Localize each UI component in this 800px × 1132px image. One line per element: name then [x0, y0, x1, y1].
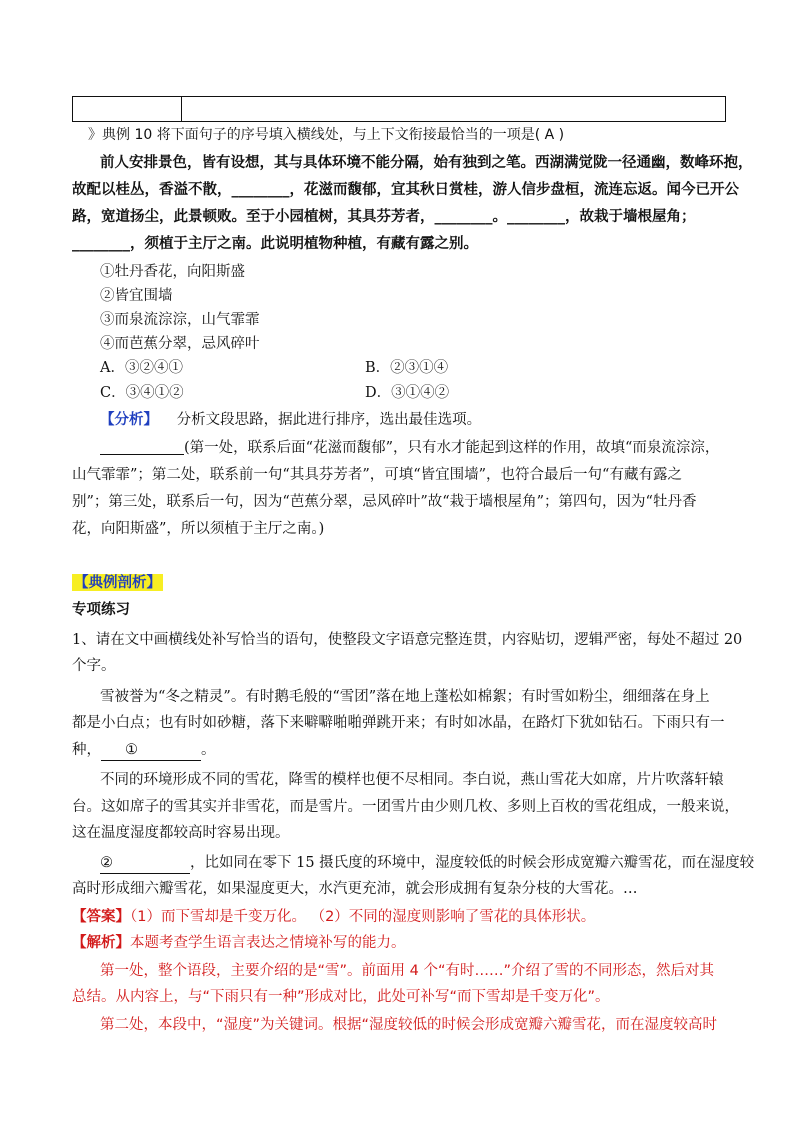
q1-para3-line-1 [100, 853, 754, 874]
q1-para2-line-2: 台。这如席子的雪其实并非雪花，而是雪片。一团雪片由少则几枚、多则上百枚的雪花组成，一般来说， [72, 799, 739, 815]
q1-para3-text-1: ，比如同在零下 15 摄氏度的环境中，湿度较低的时候会形成宽瓣六瓣雪花，而在湿度较 [190, 855, 755, 871]
q1-para1-line-2: 都是小白点；也有时如砂糖，落下来噼噼啪啪弹跳开来；有时如冰晶，在路灯下犹如钻石。下雨只有一 [72, 715, 725, 731]
q1-para1-line-1: 雪被誉为“冬之精灵”。有时鹅毛般的“雪团”落在地上蓬松如棉絮；有时雪如粉尘，细细落在身上 [100, 689, 710, 705]
table-row [72, 96, 726, 122]
section-heading [72, 573, 163, 593]
q1-prompt-line-1: 1、请在文中画横线处补写恰当的语句，使整段文字语意完整连贯，内容贴切，逻辑严密，每处不超过 20 [72, 632, 743, 648]
analysis-row [100, 410, 481, 430]
jiexi-p1-line-2: 总结。从内容上，与“下雨只有一种”形成对比，此处可补写“而下雪却是千变万化”。 [72, 989, 610, 1005]
q1-blank-1: ① [101, 740, 201, 761]
q1-prompt-line-2: 个字。 [72, 658, 116, 674]
item-2: ②皆宜围墙 [100, 288, 173, 304]
q1-para2-line-1: 不同的环境形成不同的雪花，降雪的模样也便不尽相同。李白说，燕山雪花大如席，片片吹落轩辕 [100, 772, 724, 788]
passage-line-2: 故配以桂丛，香溢不散，________，花滋而馥郁，宜其秋日赏桂，游人信步盘桓，流连忘返。闻今已开公 [72, 181, 739, 198]
explanation-blank [100, 438, 184, 455]
section-heading-text: 【典例剖析】 [74, 574, 161, 591]
q1-para2-line-3: 这在温度湿度都较高时容易出现。 [72, 825, 290, 841]
item-4: ④而芭蕉分翠，忌风碎叶 [100, 336, 260, 352]
q1-para1-line-3 [72, 740, 216, 761]
passage-line-3: 路，宽道扬尘，此景顿败。至于小园植树，其具芬芳者，________。________，故栽于墙根屋角； [72, 208, 696, 225]
explanation-line-1 [100, 438, 719, 458]
example-question: 》典例 10 将下面句子的序号填入横线处，与上下文衔接最恰当的一项是( A ) [88, 127, 565, 143]
passage-line-1: 前人安排景色，皆有设想，其与具体环境不能分隔，始有独到之笔。西湖满觉陇一径通幽，数峰环抱， [100, 154, 753, 171]
q1-para1-text-3: 种， [72, 742, 101, 758]
q1-para1-end: 。 [201, 742, 216, 758]
jiexi-row [72, 933, 406, 953]
analysis-text: 分析文段思路，据此进行排序，选出最佳选项。 [176, 412, 482, 428]
option-c: C．③④①② [100, 385, 184, 401]
item-3: ③而泉流淙淙，山气霏霏 [100, 312, 260, 328]
answer-row [72, 907, 595, 927]
analysis-label: 【分析】 [100, 411, 158, 428]
q1-blank-2: ② [100, 853, 190, 874]
answer-text: （1）而下雪却是千变万化。 （2）不同的湿度则影响了雪花的具体形状。 [130, 909, 596, 925]
table-column-divider [181, 97, 182, 121]
jiexi-p2-line-1: 第二处，本段中，“湿度”为关键词。根据“湿度较低的时候会形成宽瓣六瓣雪花，而在湿度较高时 [100, 1017, 718, 1033]
jiexi-text: 本题考查学生语言表达之情境补写的能力。 [130, 935, 406, 951]
jiexi-p1-line-1: 第一处，整个语段，主要介绍的是“雪”。前面用 4 个“有时……”介绍了雪的不同形态，然后对其 [100, 963, 714, 979]
option-a: A．③②④① [100, 360, 183, 376]
explanation-line-3: 别”；第三处，联系后一句，因为“芭蕉分翠，忌风碎叶”故“栽于墙根屋角”；第四句，因为“牡丹香 [72, 494, 697, 510]
item-1: ①牡丹香花，向阳斯盛 [100, 264, 245, 280]
explanation-line-2: 山气霏霏”；第二处，联系前一句“其具芬芳者”，可填“皆宜围墙”，也符合最后一句“有藏有露之 [72, 467, 682, 483]
passage-line-4: ________，须植于主厅之南。此说明植物种植，有藏有露之别。 [72, 235, 478, 252]
option-d: D．③①④② [365, 385, 450, 401]
explanation-text-1: (第一处，联系后面“花滋而馥郁”，只有水才能起到这样的作用，故填“而泉流淙淙， [184, 440, 720, 456]
section-subheading: 专项练习 [72, 602, 130, 618]
explanation-line-4: 花，向阳斯盛”，所以须植于主厅之南。) [72, 521, 325, 537]
q1-para3-line-2: 高时形成细六瓣雪花，如果湿度更大，水汽更充沛，就会形成拥有复杂分枝的大雪花。… [72, 881, 638, 897]
answer-label: 【答案】 [72, 909, 130, 925]
jiexi-label: 【解析】 [72, 935, 130, 951]
option-b: B．②③①④ [365, 360, 449, 376]
